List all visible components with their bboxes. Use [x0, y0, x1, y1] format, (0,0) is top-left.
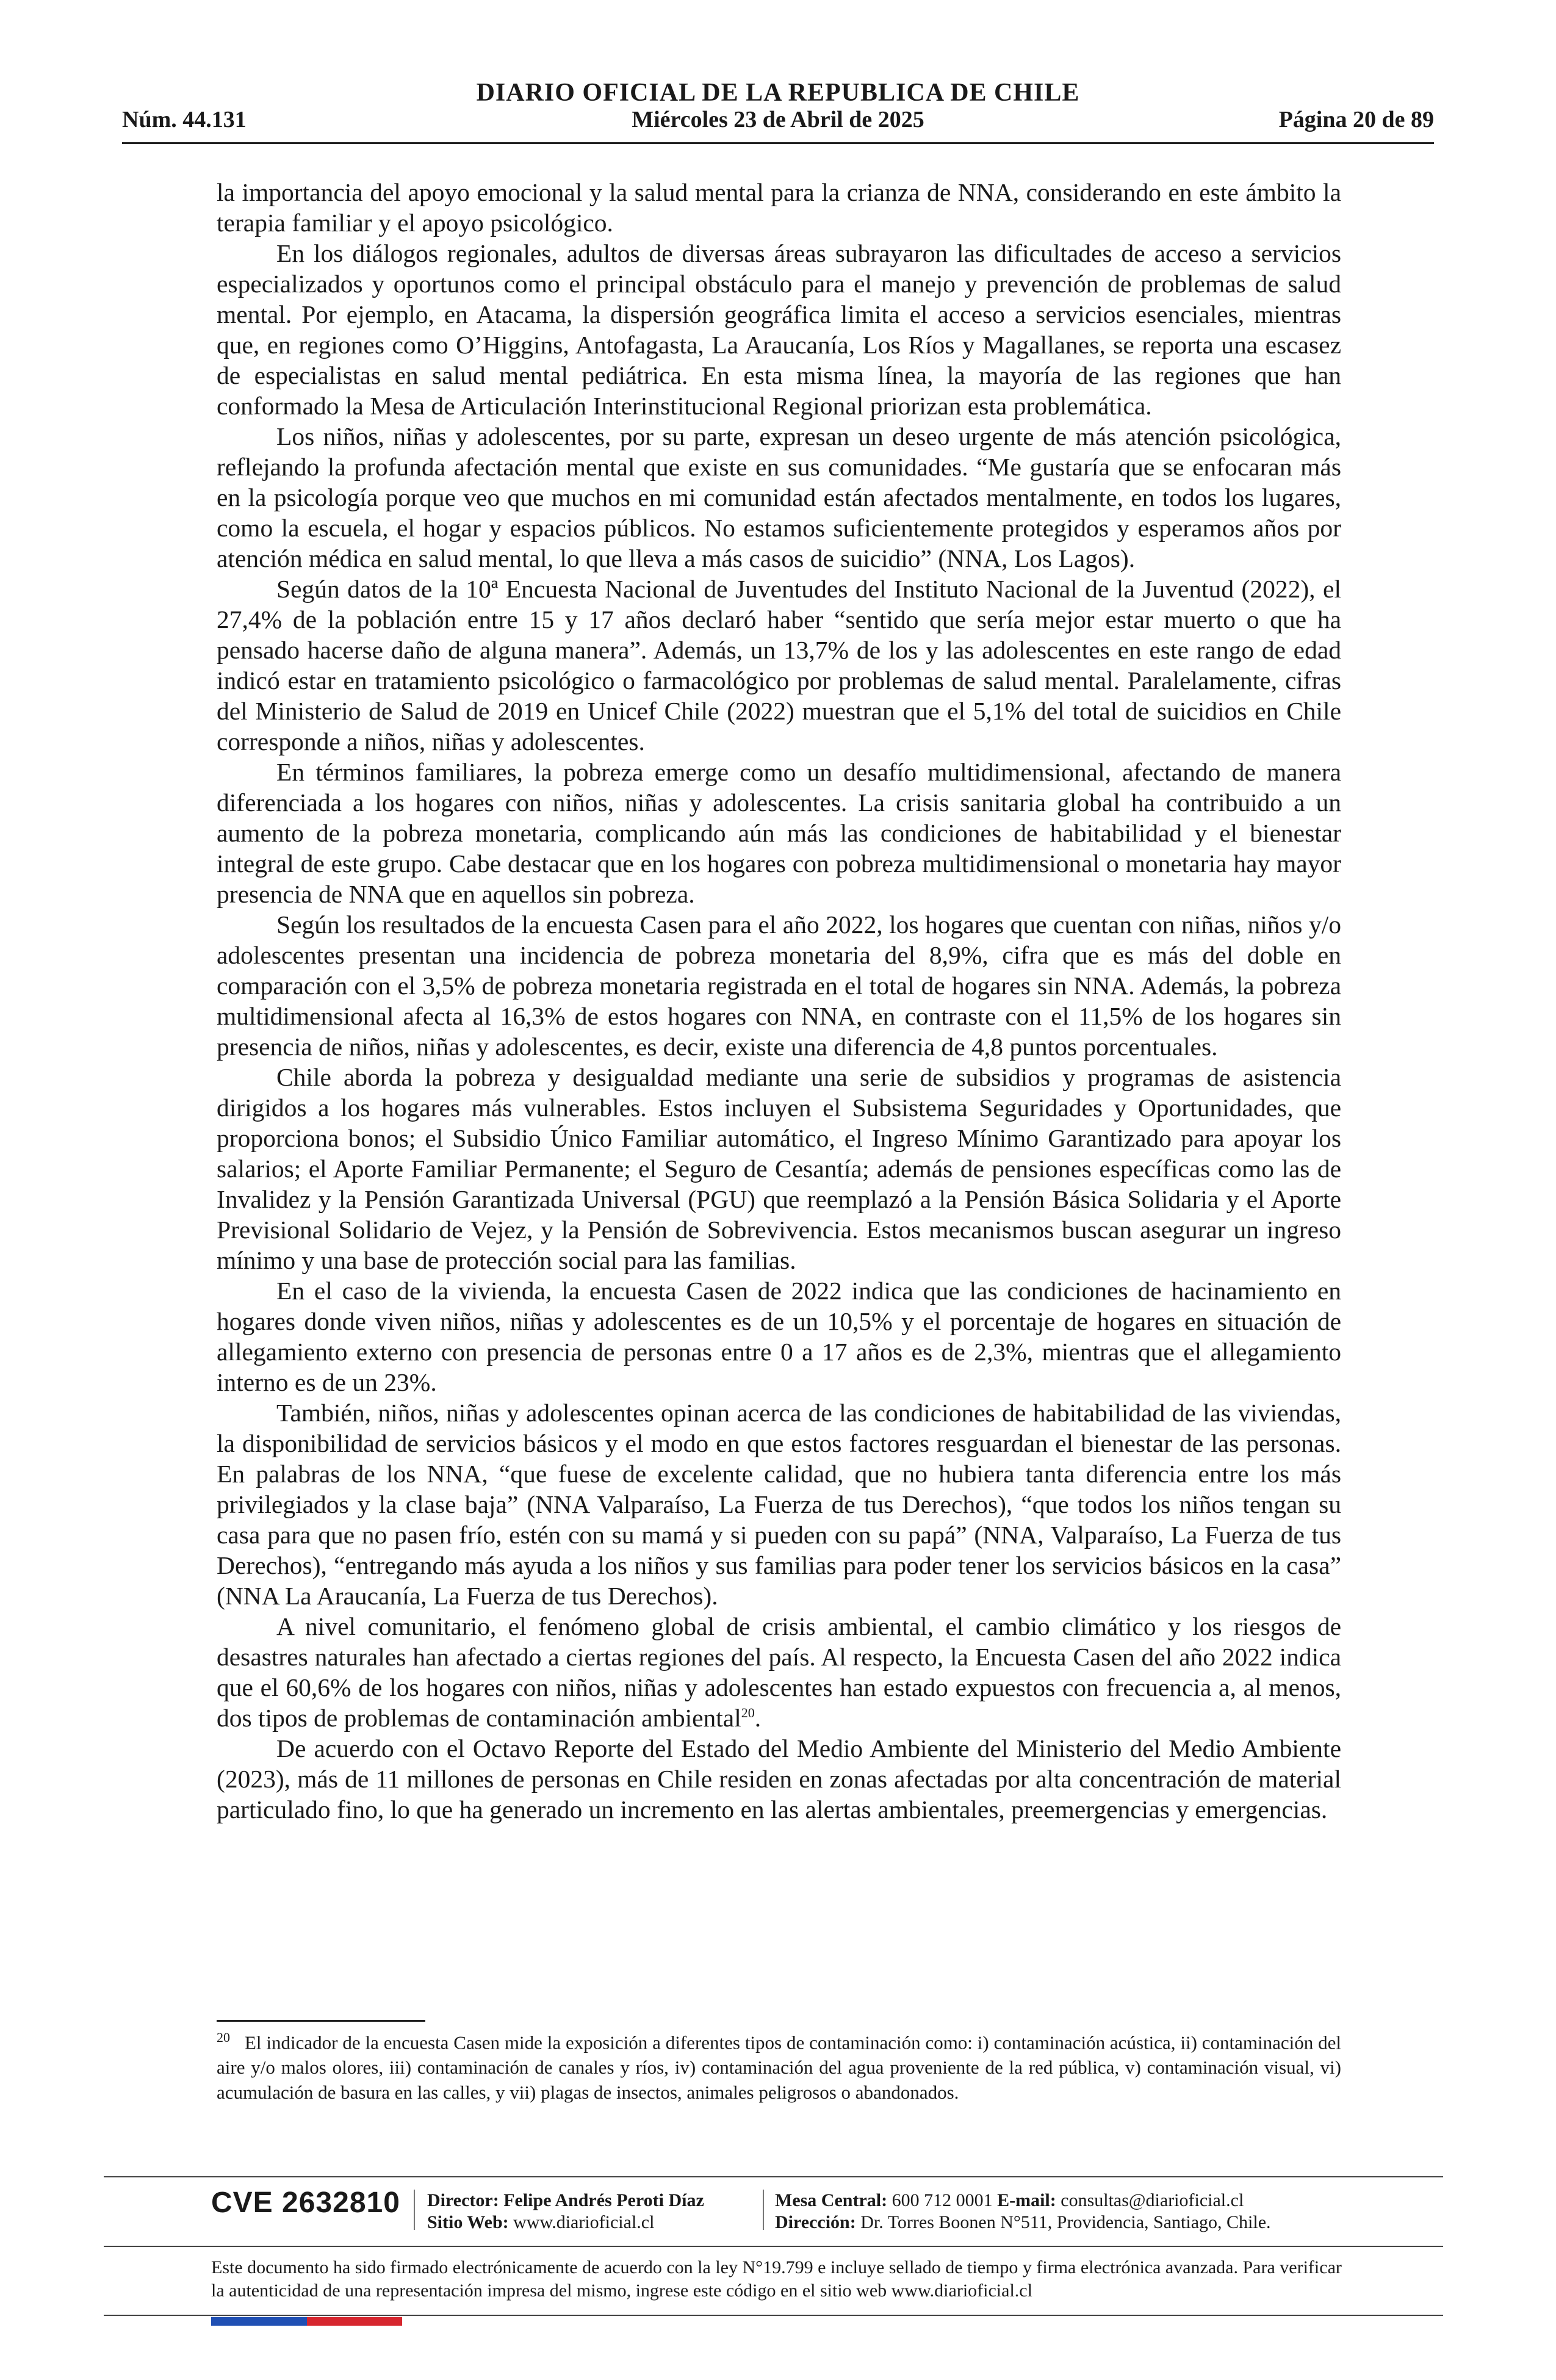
paragraph: Los niños, niñas y adolescentes, por su parte, expresan un deseo urgente de más atención psicológica, reflejando la profunda afectación mental que existe en sus comunidades. “Me gustaría que se enfocaran más en la psicología porque veo que muchos en mi comunidad están afectados mentalmente, en todos los lugares, como la escuela, el hogar y espacios públicos. No estamos suficientemente protegidos y esperamos años por atención médica en salud mental, lo que lleva a más casos de suicidio” (NNA, Los Lagos). [217, 422, 1341, 572]
flag-red-bar [307, 2317, 402, 2326]
header-divider [122, 142, 1434, 144]
website-label: Sitio Web: [427, 2212, 509, 2232]
footer-divider-top [104, 2176, 1443, 2177]
legal-notice: Este documento ha sido firmado electrónicamente de acuerdo con la ley N°19.799 e incluye sellado de tiempo y firma electrónica avanzada. Para verificar la autenticidad de una representación impresa del mismo, ingrese este código en el sitio web www.diarioficial.cl [211, 2257, 1342, 2301]
publication-title: DIARIO OFICIAL DE LA REPUBLICA DE CHILE [476, 79, 1080, 107]
paragraph-with-footnote [217, 1611, 1341, 1733]
page-header [122, 74, 1434, 148]
footer-divider-bottom [104, 2315, 1443, 2316]
article-body [217, 177, 1341, 1825]
footer-contact-block [775, 2190, 1271, 2234]
website-link[interactable]: www.diarioficial.cl [513, 2212, 655, 2232]
cve-code: CVE 2632810 [211, 2187, 400, 2219]
paragraph-end: . [754, 1704, 762, 1732]
paragraph: la importancia del apoyo emocional y la salud mental para la crianza de NNA, considerando en este ámbito la terapia familiar y el apoyo psicológico. [217, 178, 1341, 237]
footnote-reference[interactable]: 20 [741, 1705, 755, 1721]
paragraph: Según datos de la 10ª Encuesta Nacional de Juventudes del Instituto Nacional de la Juventud (2022), el 27,4% de la población entre 15 y 17 años declaró haber “sentido que sería mejor estar muerto o que ha pensado hacerse daño de alguna manera”. Además, un 13,7% de los y las adolescentes en este rango de edad indicó estar en tratamiento psicológico o farmacológico por problemas de salud mental. Paralelamente, cifras del Ministerio de Salud de 2019 en Unicef Chile (2022) muestran que el 5,1% del total de suicidios en Chile corresponde a niños, niñas y adolescentes. [217, 575, 1341, 755]
paragraph: Chile aborda la pobreza y desigualdad mediante una serie de subsidios y programas de asistencia dirigidos a los hogares más vulnerables. Estos incluyen el Subsistema Seguridades y Oportunidades, que proporciona bonos; el Subsidio Único Familiar automático, el Ingreso Mínimo Garantizado para apoyar los salarios; el Aporte Familiar Permanente; el Seguro de Cesantía; además de pensiones específicas como las de Invalidez y la Pensión Garantizada Universal (PGU) que reemplazó a la Pensión Básica Solidaria y el Aporte Previsional Solidario de Vejez, y la Pensión de Sobrevivencia. Estos mecanismos buscan asegurar un ingreso mínimo y una base de protección social para las familias. [217, 1063, 1341, 1274]
footer-separator [414, 2190, 415, 2230]
address-label: Dirección: [775, 2212, 856, 2232]
address: Dr. Torres Boonen N°511, Providencia, Santiago, Chile. [860, 2212, 1271, 2232]
footer-separator [763, 2190, 764, 2230]
email-label: E-mail: [997, 2190, 1056, 2210]
page-number: Página 20 de 89 [1278, 107, 1434, 132]
issue-date: Miércoles 23 de Abril de 2025 [632, 107, 924, 132]
flag-blue-bar [211, 2317, 307, 2326]
phone-label: Mesa Central: [775, 2190, 888, 2210]
footnote-number: 20 [217, 2030, 230, 2045]
phone-number: 600 712 0001 [891, 2190, 993, 2210]
paragraph: Según los resultados de la encuesta Casen para el año 2022, los hogares que cuentan con niñas, niños y/o adolescentes presentan una incidencia de pobreza monetaria del 8,9%, cifra que es más del doble en comparación con el 3,5% de pobreza monetaria registrada en el total de hogares sin NNA. Además, la pobreza multidimensional afecta al 16,3% de estos hogares con NNA, en contraste con el 11,5% de los hogares sin presencia de niños, niñas y adolescentes, es decir, existe una diferencia de 4,8 puntos porcentuales. [217, 911, 1341, 1061]
issue-number: Núm. 44.131 [122, 107, 247, 132]
paragraph: En los diálogos regionales, adultos de diversas áreas subrayaron las dificultades de acceso a servicios especializados y oportunos como el principal obstáculo para el manejo y prevención de problemas de salud mental. Por ejemplo, en Atacama, la dispersión geográfica limita el acceso a servicios esenciales, mientras que, en regiones como O’Higgins, Antofagasta, La Araucanía, Los Ríos y Magallanes, se reporta una escasez de especialistas en salud mental pediátrica. En esta misma línea, la mayoría de las regiones que han conformado la Mesa de Articulación Interinstitucional Regional priorizan esta problemática. [217, 239, 1341, 420]
paragraph-text: A nivel comunitario, el fenómeno global de crisis ambiental, el cambio climático y los riesgos de desastres naturales han afectado a ciertas regiones del país. Al respecto, la Encuesta Casen del año 2022 indica que el 60,6% de los hogares con niños, niñas y adolescentes han estado expuestos con frecuencia a, al menos, dos tipos de problemas de contaminación ambiental [217, 1612, 1341, 1732]
footnote-divider [217, 2020, 425, 2022]
footnote-text: El indicador de la encuesta Casen mide la exposición a diferentes tipos de contaminación como: i) contaminación acústica, ii) contaminación del aire y/o malos olores, iii) contaminación de canales y ríos, iv) contaminación del agua proveniente de la red pública, v) contaminación visual, vi) acumulación de basura en las calles, y vii) plagas de insectos, animales peligrosos o abandonados. [217, 2032, 1341, 2104]
paragraph: De acuerdo con el Octavo Reporte del Estado del Medio Ambiente del Ministerio del Medio Ambiente (2023), más de 11 millones de personas en Chile residen en zonas afectadas por alta concentración de material particulado fino, lo que ha generado un incremento en las alertas ambientales, preemergencias y emergencias. [217, 1734, 1341, 1823]
email-link[interactable]: consultas@diarioficial.cl [1061, 2190, 1244, 2210]
footnote [217, 2025, 1341, 2105]
footer-divider-middle [104, 2246, 1443, 2247]
paragraph: En el caso de la vivienda, la encuesta Casen de 2022 indica que las condiciones de hacinamiento en hogares donde viven niños, niñas y adolescentes es de un 10,5% y el porcentaje de hogares en situación de allegamiento externo con presencia de personas entre 0 a 17 años es de 2,3%, mientras que el allegamiento interno es de un 23%. [217, 1277, 1341, 1396]
paragraph: En términos familiares, la pobreza emerge como un desafío multidimensional, afectando de manera diferenciada a los hogares con niños, niñas y adolescentes. La crisis sanitaria global ha contribuido a un aumento de la pobreza monetaria, complicando aún más las condiciones de habitabilidad y el bienestar integral de este grupo. Cabe destacar que en los hogares con pobreza multidimensional o monetaria hay mayor presencia de NNA que en aquellos sin pobreza. [217, 758, 1341, 908]
director-name: Felipe Andrés Peroti Díaz [503, 2190, 704, 2210]
paragraph: También, niños, niñas y adolescentes opinan acerca de las condiciones de habitabilidad de las viviendas, la disponibilidad de servicios básicos y el modo en que estos factores resguardan el bienestar de las personas. En palabras de los NNA, “que fuese de excelente calidad, que no hubiera tanta diferencia entre los más privilegiados y la clase baja” (NNA Valparaíso, La Fuerza de tus Derechos), “que todos los niños tengan su casa para que no pasen frío, estén con su mamá y si pueden con su papá” (NNA, Valparaíso, La Fuerza de tus Derechos), “entregando más ayuda a los niños y sus familias para poder tener los servicios básicos en la casa” (NNA La Araucanía, La Fuerza de tus Derechos). [217, 1399, 1341, 1610]
flag-stripe [211, 2317, 402, 2326]
director-label: Director: [427, 2190, 499, 2210]
footer-director-block [427, 2190, 704, 2234]
